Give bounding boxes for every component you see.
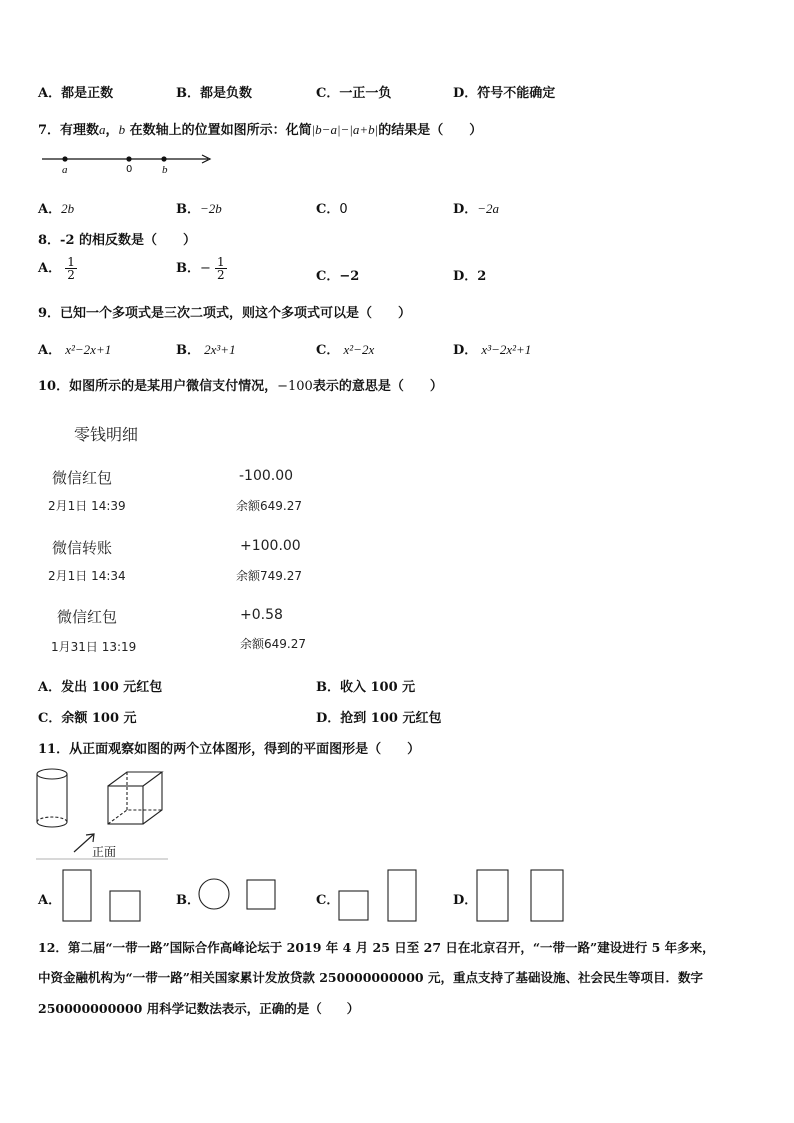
wechat-title: 零钱明细 [74,425,139,444]
q7-option-a: A．2b [38,201,75,217]
q7-option-b: B．−2b [176,201,222,217]
record-1-balance: 余额649.27 [236,499,302,513]
q11-option-c-figure [336,867,422,925]
q11-option-c-label: C． [316,893,340,908]
q6-option-c: C．一正一负 [316,86,392,101]
q9-stem: 9．已知一个多项式是三次二项式，则这个多项式可以是（ ） [38,306,412,321]
q8-option-d: D．2 [453,269,487,284]
q10-option-a: A．发出 100 元红包 [38,680,163,695]
record-2-time: 2月1日 14:34 [48,569,126,583]
q6-option-a: A．都是正数 [38,86,114,101]
q8-stem: 8．-2 的相反数是（ ） [38,233,197,248]
record-2-balance: 余额749.27 [236,569,302,583]
q9-option-b: B． 2x³+1 [176,342,236,358]
q11-option-a-label: A． [38,893,62,908]
q11-option-b-label: B． [176,893,200,908]
front-arrow-icon [74,834,94,852]
axis-label-a: a [62,164,68,176]
q7-stem: 7．有理数a，b 在数轴上的位置如图所示：化简|b−a|−|a+b|的结果是（ ） [38,122,483,138]
q10-option-b: B．收入 100 元 [316,680,416,695]
q6-option-d: D．符号不能确定 [453,86,556,101]
cylinder-shape [37,769,67,827]
q7-expression: |b−a|−|a+b| [311,122,379,137]
axis-label-zero: 0 [126,164,133,175]
q9-option-d: D． x³−2x²+1 [453,342,532,358]
record-1-name: 微信红包 [52,469,113,487]
q7-option-c: C．0 [316,202,348,217]
fraction-one-half: $\frac{1}{2}$ [67,255,75,282]
point-zero [126,156,131,161]
record-2-amount: +100.00 [240,538,301,554]
q12-line-1: 12．第二届“一带一路”国际合作高峰论坛于 2019 年 4 月 25 日至 27 日在北京召开，“一带一路”建设进行 5 年多来， [38,940,715,955]
cube-shape [108,772,162,824]
q11-option-d-label: D． [453,893,478,908]
q12-line-2: 中资金融机构为“一带一路”相关国家累计发放贷款 250000000000 元，重点支持了基础设施、社会民生等项目．数字 [38,970,703,985]
q10-stem: 10．如图所示的是某用户微信支付情况，−100表示的意思是（ ） [38,379,443,394]
axis-label-b: b [162,164,168,176]
q10-option-d: D．抢到 100 元红包 [316,711,442,726]
fraction-neg-one-half: $\frac{1}{2}$ [217,255,225,282]
point-b [161,156,166,161]
q8-option-b: B．− $\frac{1}{2}$ [176,255,225,282]
q11-option-a-figure [60,867,144,925]
record-1-time: 2月1日 14:39 [48,499,126,513]
record-1-amount: -100.00 [239,468,294,484]
q7-option-d: D．−2a [453,201,500,217]
record-3-amount: +0.58 [240,607,283,623]
record-2-name: 微信转账 [52,539,113,557]
q6-option-b: B．都是负数 [176,86,252,101]
record-3-name: 微信红包 [57,608,118,626]
q11-option-b-figure [196,876,278,916]
q12-line-3: 250000000000 用科学记数法表示，正确的是（ ） [38,1001,360,1016]
point-a [62,156,67,161]
record-3-balance: 余额649.27 [240,637,306,651]
q8-option-a: A． $\frac{1}{2}$ [38,255,75,282]
q8-option-c: C．−2 [316,269,360,284]
record-3-time: 1月31日 13:19 [51,640,137,654]
front-label: 正面 [92,845,117,859]
q11-option-d-figure [474,867,568,925]
q10-option-c: C．余额 100 元 [38,711,137,726]
q9-option-a: A． x²−2x+1 [38,342,112,358]
q9-option-c: C． x²−2x [316,342,375,358]
q11-stem: 11．从正面观察如图的两个立体图形，得到的平面图形是（ ） [38,742,421,757]
